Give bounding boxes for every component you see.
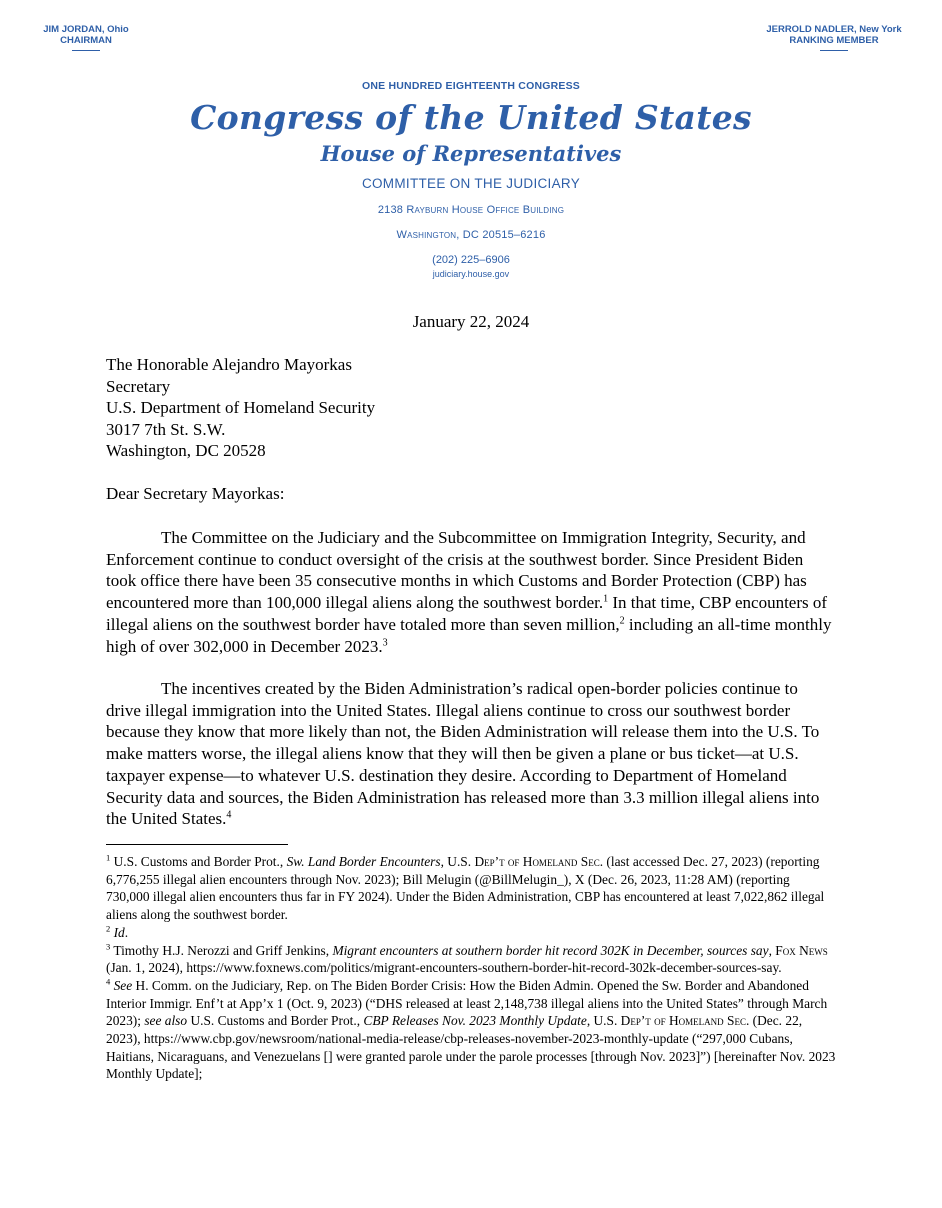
letter-date: January 22, 2024 [412, 312, 530, 331]
ranking-member-title: RANKING MEMBER [789, 35, 879, 46]
recipient-line: Washington, DC 20528 [106, 441, 266, 460]
footnote-text: , [768, 942, 776, 958]
footnote-text: (last accessed Dec. 27, 2023) (reporting 6,776,255 illegal alien encounters through Nov. 2023); Bill Melugin (@BillMelugin_), X (Dec. 26, 2023, 11:28 AM) (reporting 730,000 illegal alien encounters thus far in FY 2024). Under the Biden Administration, CBP has encountered at least 7,022,862 illegal aliens along the southwest border. [106, 854, 825, 923]
recipient-line: 3017 7th St. S.W. [106, 419, 226, 439]
footnote-1 [106, 853, 836, 924]
body-paragraph-2 [106, 678, 836, 830]
footnote-italic: Id [110, 924, 125, 940]
chairman-title: CHAIRMAN [60, 35, 112, 46]
address-line-2: Washington, DC 20515–6216 [396, 229, 546, 241]
footnote-ref-2: 2 [619, 615, 625, 627]
footnote-text: , U.S. [586, 1013, 621, 1029]
recipient-line: Secretary [106, 376, 171, 396]
footnote-4 [106, 977, 836, 1083]
footnote-text: H. Comm. on the Judiciary, Rep. on The Biden Border Crisis: How the Biden Admin. Opened the Sw. Border and Abandoned Interior Immigr. Enf’t at App’x 1 (Oct. 9, 2023) (“DHS released at least 2,148,738 illegal aliens into the United States” through March 2023); [106, 977, 828, 1029]
footnote-text: (Jan. 1, 2024), https://www.foxnews.com/politics/migrant-encounters-southern-border-hit-record-302k-december-sources-say. [106, 960, 782, 976]
footnote-ref-1: 1 [603, 593, 609, 605]
footnote-italic: see also [144, 1013, 188, 1029]
footnotes [106, 853, 836, 1083]
p2-text: The incentives created by the Biden Administration’s radical open-border policies continue to drive illegal immigration into the United States. Illegal aliens continue to cross our southwest border because they know that more likely than not, the Biden Administration will release them into the U.S. To make matters worse, the illegal aliens know that they will then be given a plane or bus ticket—at U.S. taxpayer expense—to whatever U.S. destination they desire. According to Department of Homeland Security data and sources, the Biden Administration has released more than 3.3 million illegal aliens into the United States. [106, 679, 820, 829]
footnote-2 [106, 924, 836, 942]
body-paragraph-1 [106, 527, 836, 657]
footnote-text: Timothy H.J. Nerozzi and Griff Jenkins, [110, 942, 333, 958]
footnote-number: 1 [106, 852, 111, 863]
footnote-ref-3: 3 [382, 636, 388, 648]
committee-name: COMMITTEE ON THE JUDICIARY [361, 176, 581, 191]
footnote-divider [106, 844, 288, 845]
footnote-text: , U.S. [440, 854, 475, 869]
footnote-number: 4 [106, 976, 111, 987]
footnote-text: . [124, 924, 129, 940]
house-title: House of Representatives [320, 141, 622, 166]
ranking-member-rule [820, 50, 848, 51]
footnote-smallcaps: Fox News [775, 942, 828, 958]
chairman-block [38, 24, 134, 51]
footnote-text: (Dec. 22, 2023), https://www.cbp.gov/newsroom/national-media-release/cbp-releases-november-2023-monthly-update (“297,000 Cubans, Haitians, Nicaraguans, and Venezuelans [] were granted parole under the parole processes [through Nov. 2023]”) [hereinafter Nov. 2023 Monthly Update]; [106, 1013, 836, 1082]
congress-title: Congress of the United States [190, 98, 752, 137]
footnote-text: U.S. Customs and Border Prot., [110, 854, 287, 869]
phone-number: (202) 225–6906 [432, 254, 510, 266]
recipient-address [106, 354, 375, 462]
address-line-1: 2138 Rayburn House Office Building [377, 204, 565, 216]
p1-text-b: In that time, CBP encounters of illegal aliens on the southwest border have totaled more than seven million, [106, 593, 828, 634]
p1-text-c: including an all-time monthly high of over 302,000 in December 2023. [106, 614, 832, 656]
footnote-number: 2 [106, 923, 111, 934]
recipient-line: The Honorable Alejandro Mayorkas [106, 355, 352, 374]
footnote-italic: See [110, 977, 133, 993]
footnote-italic: Sw. Land Border Encounters [286, 854, 441, 869]
chairman-rule [72, 50, 100, 51]
ranking-member-name: JERROLD NADLER, New York [766, 24, 902, 35]
footnote-smallcaps: Dep’t of Homeland Sec. [620, 1013, 750, 1029]
salutation: Dear Secretary Mayorkas: [106, 484, 285, 503]
footnote-smallcaps: Dep’t of Homeland Sec. [474, 854, 604, 869]
website: judiciary.house.gov [432, 269, 510, 279]
chairman-name: JIM JORDAN, Ohio [43, 24, 129, 35]
footnote-number: 3 [106, 941, 111, 952]
p1-text-a: The Committee on the Judiciary and the Subcommittee on Immigration Integrity, Security, and Enforcement continue to conduct oversight of the crisis at the southwest border. Since President Biden took office there have been 35 consecutive months in which Customs and Border Protection (CBP) has encountered more than 100,000 illegal aliens along the southwest border. [106, 528, 807, 613]
ranking-member-block [762, 24, 906, 51]
footnote-3 [106, 942, 836, 977]
footnote-text: U.S. Customs and Border Prot., [187, 1013, 364, 1029]
recipient-line: U.S. Department of Homeland Security [106, 398, 376, 417]
footnote-ref-4: 4 [226, 809, 232, 821]
footnote-italic: Migrant encounters at southern border hit record 302K in December, sources say [332, 942, 769, 958]
congress-number: ONE HUNDRED EIGHTEENTH CONGRESS [362, 80, 580, 92]
footnote-italic: CBP Releases Nov. 2023 Monthly Update [363, 1013, 587, 1029]
